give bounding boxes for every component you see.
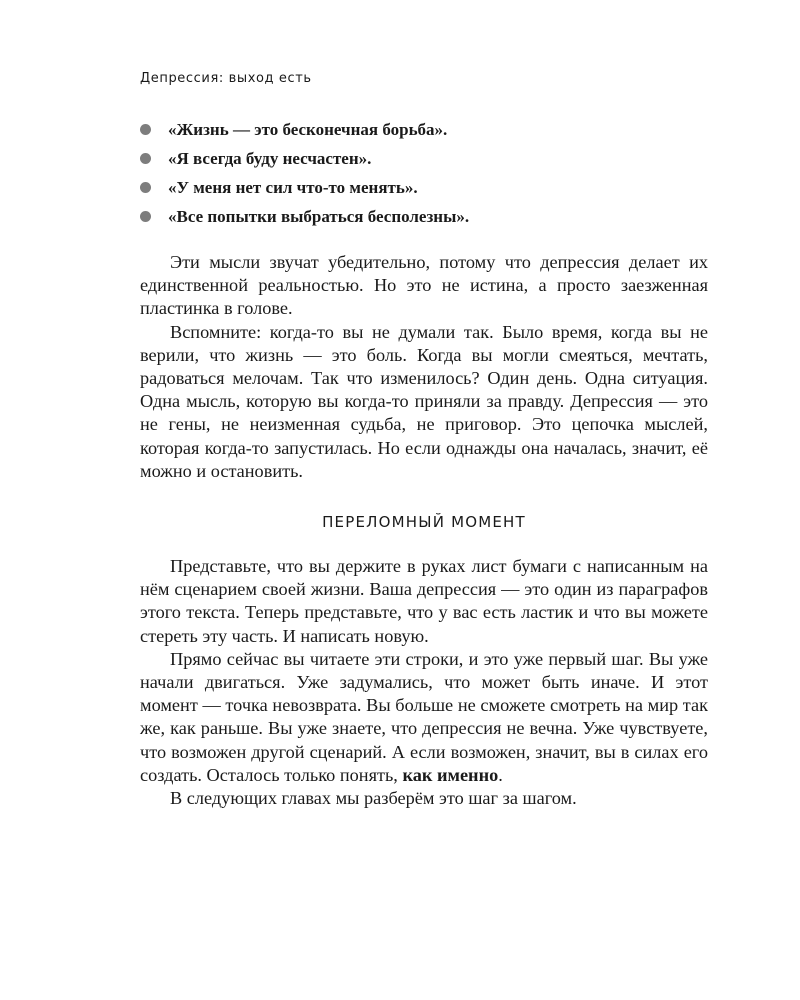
- list-item: [140, 144, 708, 173]
- bullet-text: «У меня нет сил что-то менять».: [168, 178, 418, 197]
- paragraph: Представьте, что вы держите в руках лист бумаги с написанным на нём сценарием своей жизни. Ваша депрессия — это один из параграфов этого текста. Теперь представьте, что у вас есть ластик и что вы можете стереть эту часть. И написать новую.: [140, 556, 708, 646]
- paragraph: В следующих главах мы разберём это шаг за шагом.: [170, 788, 577, 809]
- bullet-dot-icon: [140, 182, 151, 193]
- paragraph: Вспомните: когда-то вы не думали так. Было время, когда вы не верили, что жизнь — это боль. Когда вы могли смеяться, мечтать, радоваться мелочам. Так что изменилось? Один день. Одна ситуация. Одна мысль, которую вы когда-то приняли за правду. Депрессия — это не гены, не неизменная судьба, не приговор. Это цепочка мыслей, которая когда-то запустилась. Но если однажды она началась, значит, её можно и остановить.: [140, 321, 708, 481]
- running-header: Депрессия: выход есть: [140, 71, 312, 86]
- bullet-text: «Все попытки выбраться бесполезны».: [168, 207, 470, 226]
- bullet-text: «Я всегда буду несчастен».: [168, 149, 372, 168]
- paragraph-end: .: [498, 764, 503, 785]
- bullet-dot-icon: [140, 211, 151, 222]
- paragraph-text: Прямо сейчас вы читаете эти строки, и это уже первый шаг. Вы уже начали двигаться. Уже задумались, что может быть иначе. И этот момент — точка невозврата. Вы больше не сможете смотреть на мир так же, как раньше. Вы уже знаете, что депрессия не вечна. Уже чувствуете, что возможен другой сценарий. А если возможен, значит, вы в силах его создать. Осталось только понять,: [140, 648, 708, 785]
- paragraph: [140, 648, 708, 787]
- list-item: [140, 202, 708, 231]
- bullet-text: «Жизнь — это бесконечная борьба».: [168, 120, 448, 139]
- emphasis-text: как именно: [402, 764, 499, 785]
- bullet-list: [140, 115, 708, 231]
- page-content: [140, 115, 708, 810]
- list-item: [140, 173, 708, 202]
- bullet-dot-icon: [140, 153, 151, 164]
- bullet-dot-icon: [140, 124, 151, 135]
- section-heading: ПЕРЕЛОМНЫЙ МОМЕНТ: [322, 513, 526, 532]
- list-item: [140, 115, 708, 144]
- paragraph: Эти мысли звучат убедительно, потому что депрессия делает их единственной реальностью. Но это не истина, а просто заезженная пластинка в голове.: [140, 252, 708, 319]
- intro-text: [140, 251, 708, 483]
- section-text: [140, 555, 708, 810]
